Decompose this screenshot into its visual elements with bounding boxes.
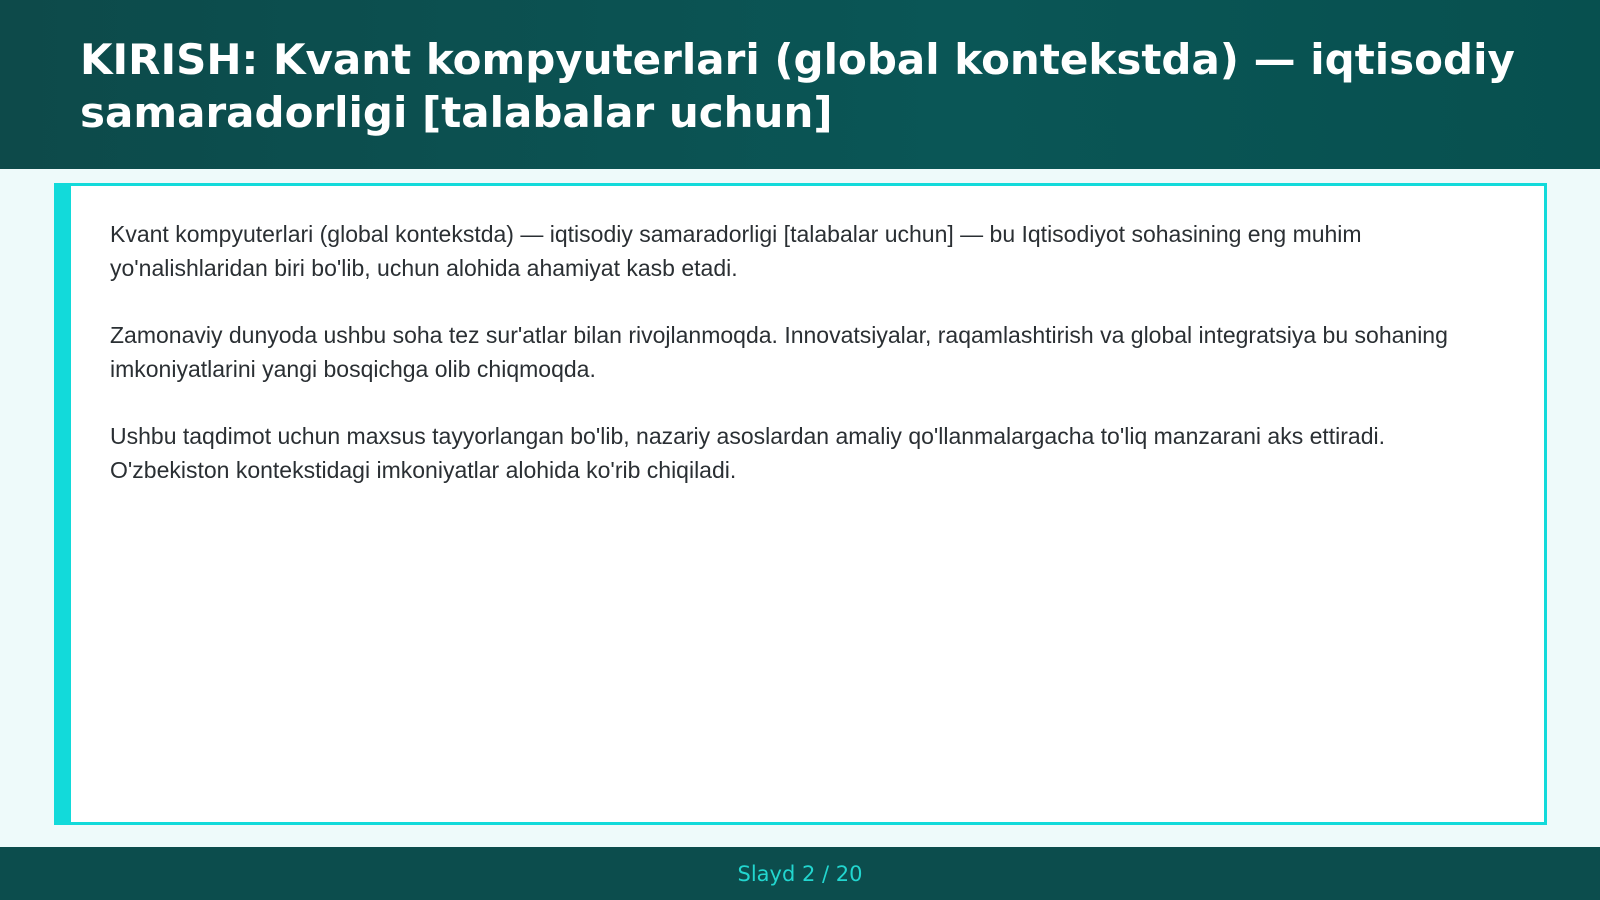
content-card: [54, 183, 1547, 825]
slide-counter: Slayd 2 / 20: [737, 861, 863, 886]
modern-world-paragraph: Zamonaviy dunyoda ushbu soha tez sur'atlar bilan rivojlanmoqda. Innovatsiyalar, raqamlashtirish va global integratsiya bu sohaning imkoniyatlarini yangi bosqichga olib chiqmoqda.: [110, 322, 1448, 382]
presentation-purpose-paragraph: Ushbu taqdimot uchun maxsus tayyorlangan bo'lib, nazariy asoslardan amaliy qo'llanmalargacha to'liq manzarani aks ettiradi. O'zbekiston kontekstidagi imkoniyatlar alohida ko'rib chiqiladi.: [110, 423, 1386, 483]
slide-footer: [0, 847, 1600, 900]
slide-title: KIRISH: Kvant kompyuterlari (global kontekstda) — iqtisodiy samaradorligi [talabalar uchun]: [80, 35, 1515, 137]
intro-paragraph: Kvant kompyuterlari (global kontekstda) — iqtisodiy samaradorligi [talabalar uchun] — bu Iqtisodiyot sohasining eng muhim yo'nalishlaridan biri bo'lib, uchun alohida ahamiyat kasb etadi.: [110, 221, 1362, 281]
slide-header: [0, 0, 1600, 169]
